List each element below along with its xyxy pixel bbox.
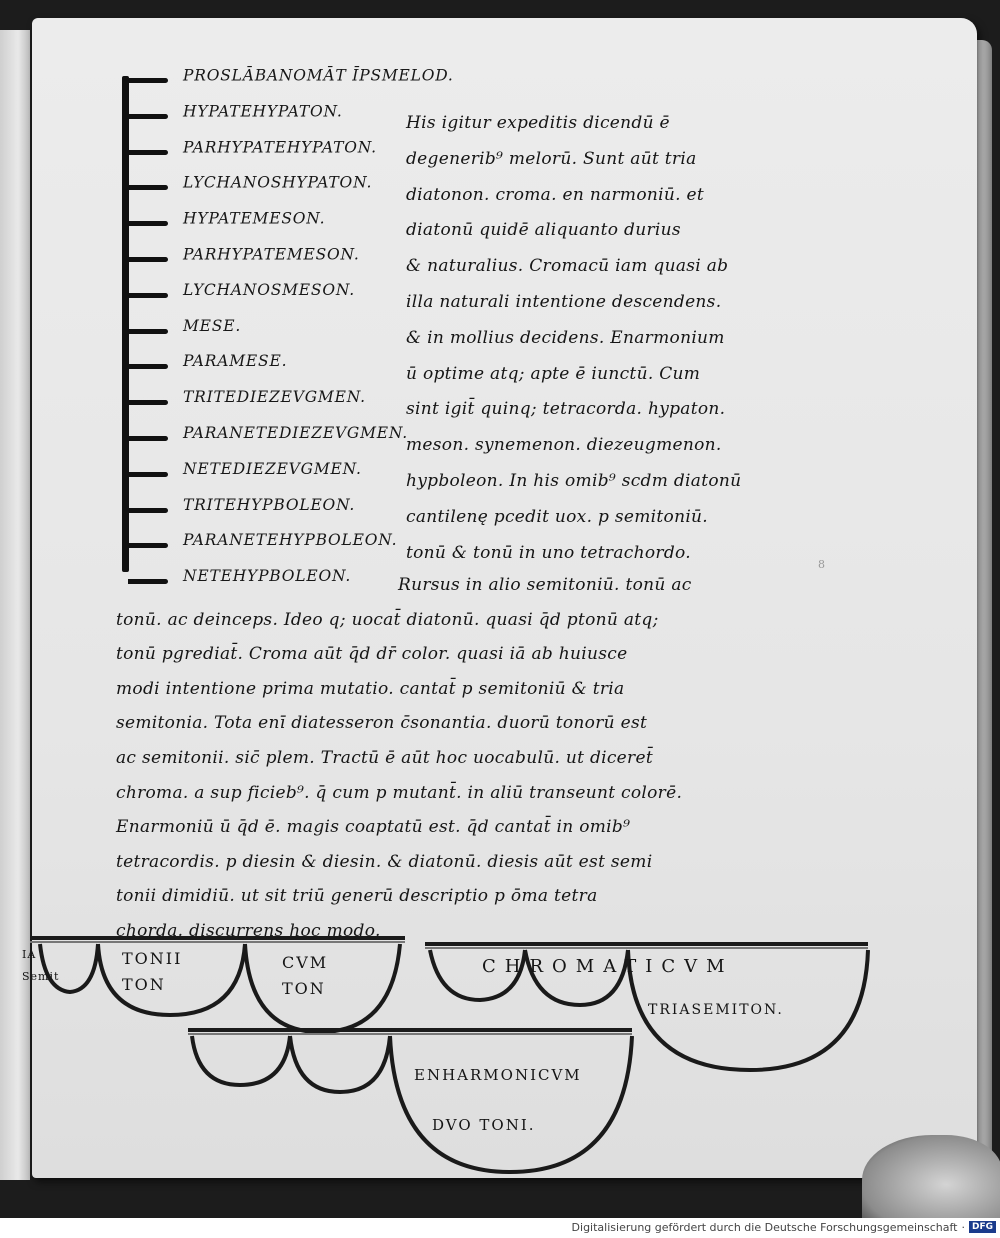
string-tick <box>128 293 168 298</box>
note-row <box>128 277 388 313</box>
string-tick <box>128 257 168 262</box>
note-row <box>128 492 388 528</box>
text-line: His igitur expeditis dicendū ē <box>406 113 670 133</box>
note-name: LYCHANOSMESON. <box>183 280 355 300</box>
funding-credit <box>572 1218 996 1236</box>
note-row <box>128 205 388 241</box>
arc-diesis-2 <box>290 1036 390 1092</box>
text-line: diatonū quidē aliquanto durius <box>406 220 681 241</box>
note-row <box>128 169 388 205</box>
note-name-list <box>128 62 454 599</box>
text-line: tonii dimidiū. ut sit triū generū descriptio p ōma tetra <box>116 886 598 907</box>
note-name: HYPATEMESON. <box>183 208 326 228</box>
string-tick <box>128 508 168 513</box>
string-tick <box>128 221 168 226</box>
note-row <box>128 241 388 277</box>
string-tick <box>128 436 168 441</box>
text-line: degenerib⁹ melorū. Sunt aūt tria <box>406 148 697 169</box>
note-name: PARANETEHYPBOLEON. <box>183 530 398 550</box>
text-line: & naturalius. Cromacū iam quasi ab <box>406 256 729 277</box>
text-line: tonū pgrediat̄. Croma aūt q̄d dr̄ color. quasi iā ab huiusce <box>116 644 628 665</box>
label-cum-ton: CVM TON <box>282 953 329 998</box>
string-tick <box>128 472 168 477</box>
note-name: PARAMESE. <box>183 351 288 371</box>
right-column-text <box>406 106 806 571</box>
text-line: ū optime atq; apte ē iunctū. Cum <box>406 363 701 384</box>
text-line: sint igit̄ quinq; tetracorda. hypaton. <box>406 399 726 420</box>
text-line: ac semitonii. sic̄ plem. Tractū ē aūt hoc uocabulū. ut diceret̄ <box>116 747 653 768</box>
genera-diagram <box>0 920 1000 1180</box>
string-tick <box>128 400 168 405</box>
label-triasemiton: TRIASEMITON. <box>648 1002 784 1018</box>
text-line: hypboleon. In his omib⁹ scdm diatonū <box>406 470 742 491</box>
note-name: PARANETEDIEZEVGMEN. <box>183 423 409 443</box>
arc-ditone <box>390 1036 632 1172</box>
note-row <box>128 348 388 384</box>
note-name: PARHYPATEHYPATON. <box>183 137 377 157</box>
string-tick <box>128 114 168 119</box>
text-line: illa naturali intentione descendens. <box>406 291 722 312</box>
holding-thumb <box>862 1135 1000 1218</box>
dfg-logo: DFG <box>969 1221 996 1233</box>
note-row <box>128 527 398 563</box>
note-row <box>128 134 388 170</box>
note-name: NETEDIEZEVGMEN. <box>183 459 362 479</box>
string-tick <box>128 185 168 190</box>
funding-credit-text: Digitalisierung gefördert durch die Deutsche Forschungsgemeinschaft <box>571 1220 958 1234</box>
note-name: NETEHYPBOLEON. <box>183 566 352 586</box>
text-line: & in mollius decidens. Enarmonium <box>406 327 725 348</box>
note-name: MESE. <box>183 316 242 336</box>
note-row <box>128 420 409 456</box>
text-line: tonū & tonū in uno tetrachordo. <box>406 542 691 563</box>
note-row <box>128 313 388 349</box>
label-semit: IA Semit <box>22 948 60 983</box>
margin-mark: 8 <box>818 558 825 571</box>
string-tick <box>128 364 168 369</box>
text-line: tonū. ac deinceps. Ideo q; uocat̄ diatonū. quasi q̄d ptonū atq; <box>116 609 659 630</box>
text-line: tetracordis. p diesin & diesin. & diatonū. diesis aūt est semi <box>116 851 653 872</box>
separator: · <box>961 1220 965 1234</box>
text-line: semitonia. Tota enī diatesseron c̄sonantia. duorū tonorū est <box>116 713 648 734</box>
note-name: HYPATEHYPATON. <box>183 101 343 121</box>
string-tick <box>128 78 168 83</box>
text-line: cantilenę pcedit uox. p semitoniū. <box>406 506 709 527</box>
text-line: diatonon. croma. en narmoniū. et <box>406 184 705 205</box>
label-duo-toni: DVO TONI. <box>432 1116 536 1134</box>
label-chromaticum: CHROMATICVM <box>482 956 734 977</box>
string-tick <box>128 150 168 155</box>
note-row <box>128 384 388 420</box>
note-name: PARHYPATEMESON. <box>183 244 360 264</box>
text-line: Rursus in alio semitoniū. tonū ac <box>398 575 692 595</box>
string-tick <box>128 329 168 334</box>
note-row <box>128 98 388 134</box>
note-row <box>128 62 454 98</box>
note-name: PROSLĀBANOMĀT ĪPSMELOD. <box>183 65 454 85</box>
text-line: Enarmoniū ū q̄d ē. magis coaptatū est. q̄d cantat̄ in omib⁹ <box>116 817 631 838</box>
footer-bar <box>0 1218 1000 1238</box>
note-name: LYCHANOSHYPATON. <box>183 172 373 192</box>
label-toni-ton: TONII TON <box>122 949 183 994</box>
arc-diesis-1 <box>192 1036 290 1085</box>
text-line: meson. synemenon. diezeugmenon. <box>406 435 722 456</box>
note-name: TRITEDIEZEVGMEN. <box>183 387 366 407</box>
text-line: modi intentione prima mutatio. cantat̄ p semitoniū & tria <box>116 678 625 699</box>
note-name: TRITEHYPBOLEON. <box>183 495 356 515</box>
text-line: chorda. discurrens hoc modo. <box>116 920 381 941</box>
string-tick <box>128 543 168 548</box>
full-width-text <box>116 568 776 949</box>
text-line: chroma. a sup ficieb⁹. q̄ cum p mutant̄. in aliū transeunt colorē. <box>116 782 683 803</box>
label-enharmonicum: ENHARMONICVM <box>414 1066 582 1084</box>
note-row <box>128 456 388 492</box>
